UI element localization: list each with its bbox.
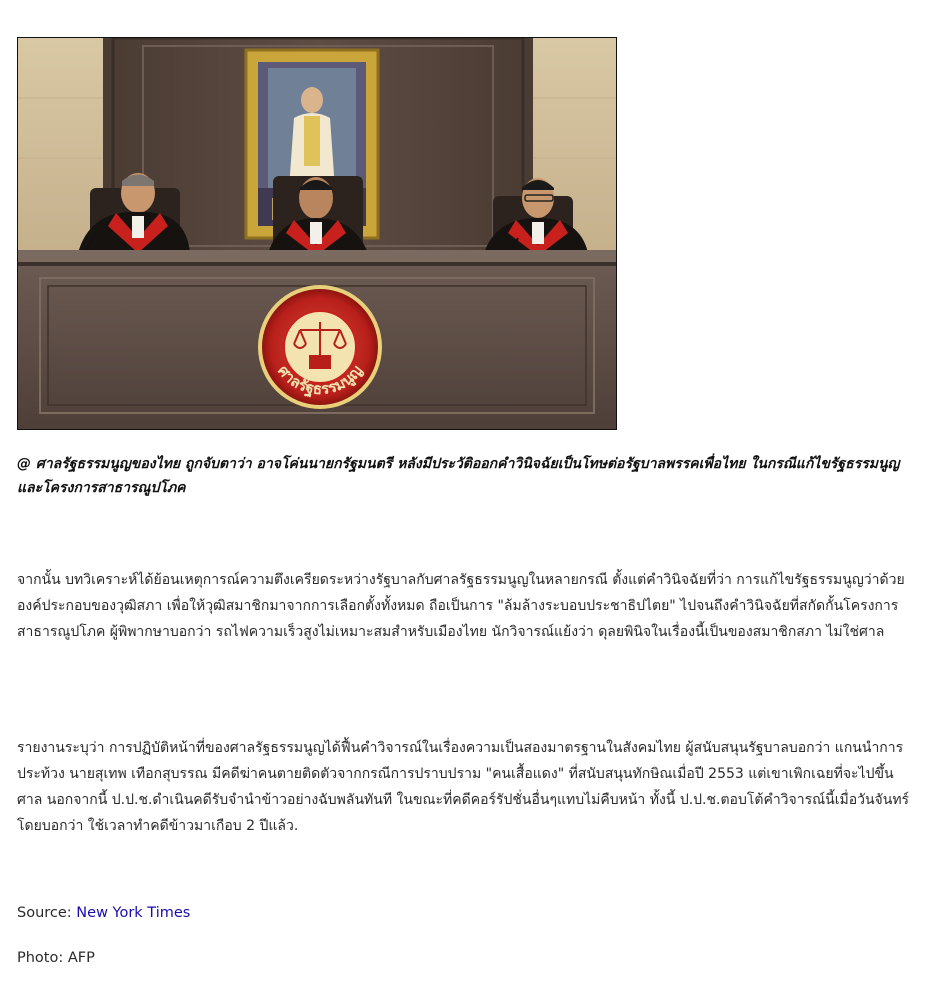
source-link[interactable]: New York Times: [76, 905, 191, 921]
court-photo: [17, 37, 617, 430]
photo-credit: Photo: AFP: [17, 950, 95, 966]
photo-caption: @ ศาลรัฐธรรมนูญของไทย ถูกจับตาว่า อาจโค่นนายกรัฐมนตรี หลังมีประวัติออกคำวินิจฉัยเป็นโทษต่อรัฐบาลพรรคเพื่อไทย ในกรณีแก้ไขรัฐธรรมนูญ และโครงการสาธารณูปโภค: [17, 456, 900, 496]
paragraph-1: จากนั้น บทวิเคราะห์ได้ย้อนเหตุการณ์ความตึงเครียดระหว่างรัฐบาลกับศาลรัฐธรรมนูญในหลายกรณี ตั้งแต่คำวินิจฉัยที่ว่า การแก้ไขรัฐธรรมนูญว่าด้วยองค์ประกอบของวุฒิสภา เพื่อให้วุฒิสมาชิกมาจากการเลือกตั้งทั้งหมด ถือเป็นการ "ล้มล้างระบอบประชาธิปไตย" ไปจนถึงคำวินิจฉัยที่สกัดกั้นโครงการสาธารณูปโภค ผู้พิพากษาบอกว่า รถไฟความเร็วสูงไม่เหมาะสมสำหรับเมืองไทย นักวิจารณ์แย้งว่า ดุลยพินิจในเรื่องนี้เป็นของสมาชิกสภา ไม่ใช่ศาล: [17, 572, 905, 640]
seal-text: ศาลรัฐธรรมนูญ: [274, 361, 367, 399]
source-line: [17, 905, 190, 921]
source-label: Source:: [17, 905, 77, 921]
paragraph-2: รายงานระบุว่า การปฏิบัติหน้าที่ของศาลรัฐธรรมนูญได้ฟื้นคำวิจารณ์ในเรื่องความเป็นสองมาตรฐานในสังคมไทย ผู้สนับสนุนรัฐบาลบอกว่า แกนนำการประท้วง นายสุเทพ เทือกสุบรรณ มีคดีฆ่าคนตายติดตัวจากกรณีการปราบปราม "คนเสื้อแดง" ที่สนับสนุนทักษิณเมื่อปี 2553 แต่เขาเพิกเฉยที่จะไปขึ้นศาล นอกจากนี้ ป.ป.ช.ดำเนินคดีรับจำนำข้าวอย่างฉับพลันทันที ในขณะที่คดีคอร์รัปชั่นอื่นๆแทบไม่คืบหน้า ทั้งนี้ ป.ป.ช.ตอบโต้คำวิจารณ์นี้เมื่อวันจันทร์ โดยบอกว่า ใช้เวลาทำคดีข้าวมาเกือบ 2 ปีแล้ว.: [17, 740, 910, 834]
